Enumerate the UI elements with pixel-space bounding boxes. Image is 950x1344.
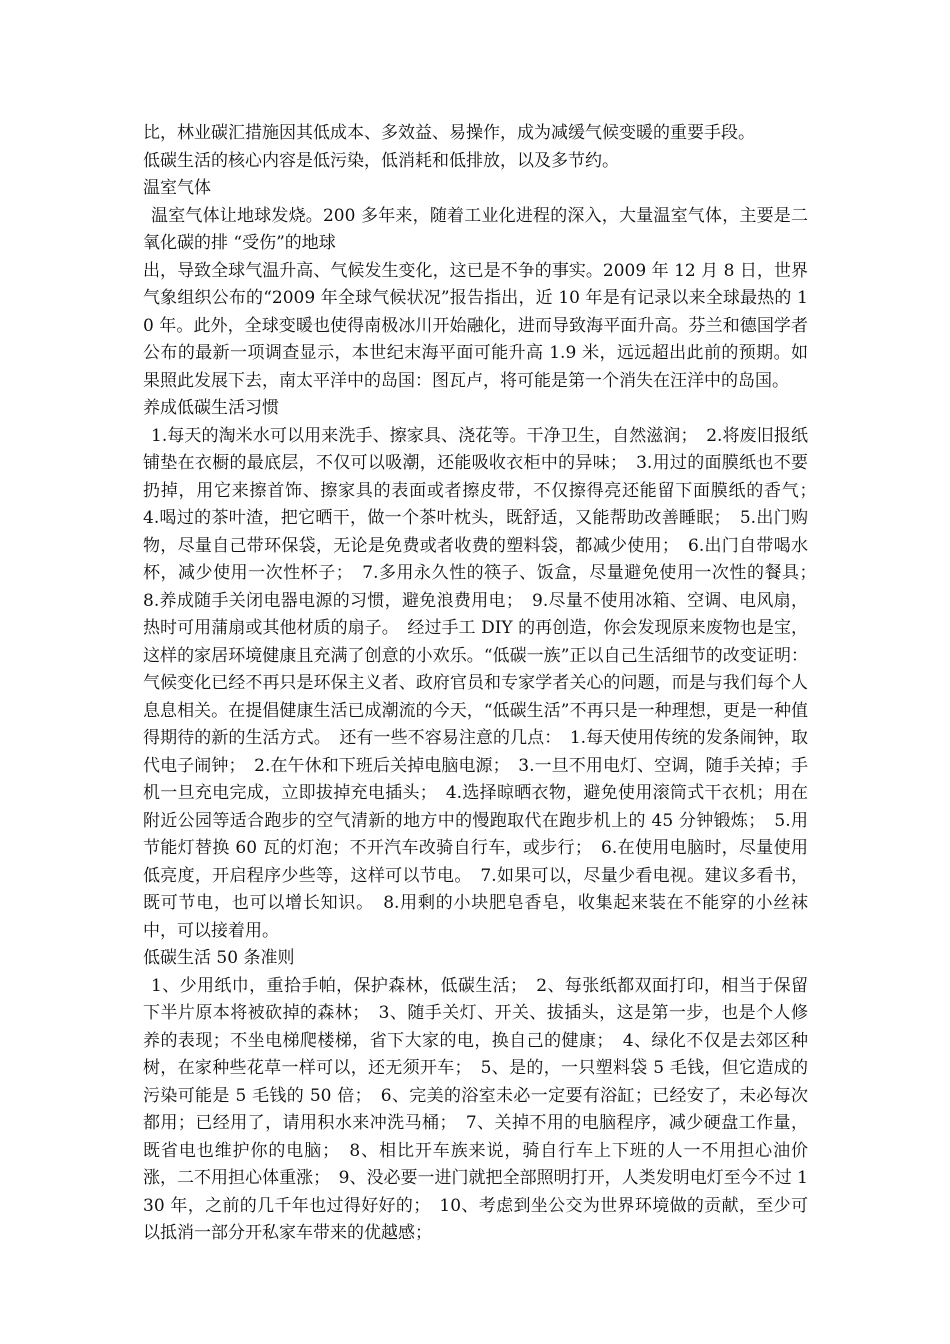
intro-line-2: 低碳生活的核心内容是低污染，低消耗和低排放，以及多节约。 (143, 150, 619, 171)
section-lead-greenhouse-gas: 温室气体让地球发烧。200 多年来，随着工业化进程的深入，大量温室气体，主要是二氧化碳的排 “受伤”的地球 (143, 205, 808, 253)
section-body-low-carbon-habits: 1.每天的淘米水可以用来洗手、擦家具、浇花等。干净卫生，自然滋润； 2.将废旧报纸铺垫在衣橱的最底层，不仅可以吸潮，还能吸收衣柜中的异味； 3.用过的面膜纸也不要扔掉，用它来擦首饰、擦家具的表面或者擦皮带，不仅擦得亮还能留下面膜纸的香气； 4.喝过的茶叶渣，把它晒干，做一个茶叶枕头，既舒适，又能帮助改善睡眠； 5.出门购物，尽量自己带环保袋，无论是免费或者收费的塑料袋，都减少使用； 6.出门自带喝水杯，减少使用一次性杯子； 7.多用永久性的筷子、饭盒，尽量避免使用一次性的餐具； 8.养成随手关闭电器电源的习惯，避免浪费用电； 9.尽量不使用冰箱、空调、电风扇，热时可用蒲扇或其他材质的扇子。 经过手工 DIY 的再创造，你会发现原来废物也是宝，这样的家居环境健康且充满了创意的小欢乐。“低碳一族”正以自己生活细节的改变证明：气候变化已经不再只是环保主义者、政府官员和专家学者关心的问题，而是与我们每个人息息相关。在提倡健康生活已成潮流的今天，“低碳生活”不再只是一种理想，更是一种值得期待的新的生活方式。 还有一些不容易注意的几点： 1.每天使用传统的发条闹钟，取代电子闹钟； 2.在午休和下班后关掉电脑电源； 3.一旦不用电灯、空调，随手关掉；手机一旦充电完成，立即拔掉充电插头； 4.选择晾晒衣物，避免使用滚筒式干衣机；用在附近公园等适合跑步的空气清新的地方中的慢跑取代在跑步机上的 45 分钟锻炼； 5.用节能灯替换 60 瓦的灯泡；不开汽车改骑自行车，或步行； 6.在使用电脑时，尽量使用低亮度，开启程序少些等，这样可以节电。 7.如果可以，尽量少看电视。建议多看书，既可节电，也可以增长知识。 8.用剩的小块肥皂香皂，收集起来装在不能穿的小丝袜中，可以接着用。 (143, 425, 825, 941)
section-heading-greenhouse-gas: 温室气体 (143, 178, 211, 198)
section-heading-50-rules: 低碳生活 50 条准则 (143, 948, 295, 968)
document-page (143, 120, 825, 1248)
intro-line-1: 比，林业碳汇措施因其低成本、多效益、易操作，成为减缓气候变暖的重要手段。 (143, 123, 755, 143)
section-body-greenhouse-gas: 出，导致全球气温升高、气候发生变化，这已是不争的事实。2009 年 12 月 8 日，世界气象组织公布的“2009 年全球气候状况”报告指出，近 10 年是有记录以来全球最热的 10 年。此外，全球变暖也使得南极冰川开始融化，进而导致海平面升高。芬兰和德国学者公布的最新一项调查显示，本世纪末海平面可能升高 1.9 米，远远超出此前的预期。如果照此发展下去，南太平洋中的岛国：图瓦卢，将可能是第一个消失在汪洋中的岛国。 (143, 260, 808, 391)
section-body-50-rules: 1、少用纸巾，重拾手帕，保护森林，低碳生活； 2、每张纸都双面打印，相当于保留下半片原本将被砍掉的森林； 3、随手关灯、开关、拔插头，这是第一步，也是个人修养的表现；不坐电梯爬楼梯，省下大家的电，换自己的健康； 4、绿化不仅是去郊区种树，在家种些花草一样可以，还无须开车； 5、是的，一只塑料袋 5 毛钱，但它造成的污染可能是 5 毛钱的 50 倍； 6、完美的浴室未必一定要有浴缸；已经安了，未必每次都用；已经用了，请用积水来冲洗马桶； 7、关掉不用的电脑程序，减少硬盘工作量，既省电也维护你的电脑； 8、相比开车族来说，骑自行车上下班的人一不用担心油价涨，二不用担心体重涨； 9、没必要一进门就把全部照明打开，人类发明电灯至今不过 130 年，之前的几千年也过得好好的； 10、考虑到坐公交为世界环境做的贡献，至少可以抵消一部分开私家车带来的优越感； (143, 975, 808, 1243)
section-heading-low-carbon-habits: 养成低碳生活习惯 (143, 398, 279, 418)
